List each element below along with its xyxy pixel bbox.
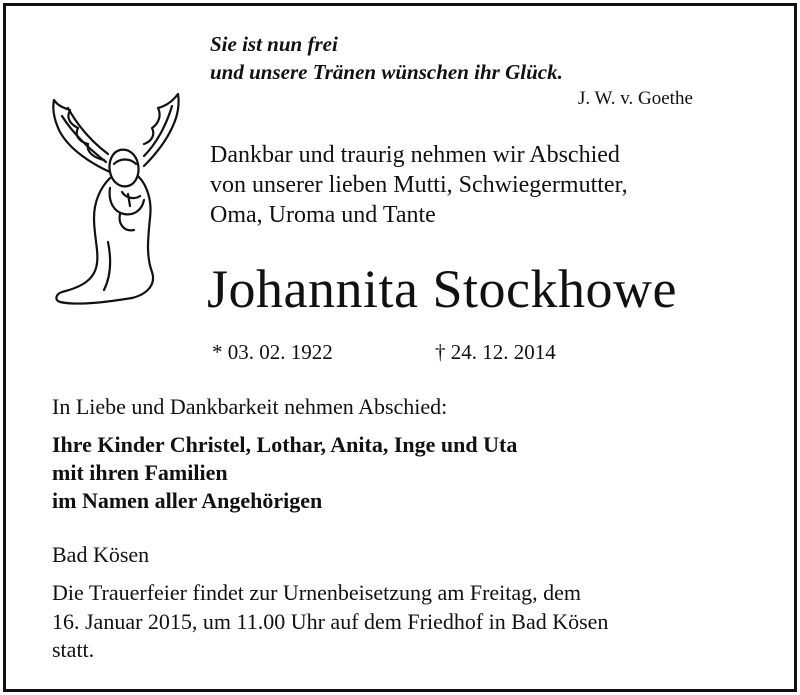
intro-line-3: Oma, Uroma und Tante — [210, 202, 436, 228]
death-date: † 24. 12. 2014 — [435, 340, 556, 364]
intro-line-2: von unserer lieben Mutti, Schwiegermutter, — [210, 172, 628, 198]
mourners-line-3: im Namen aller Angehörigen — [52, 488, 323, 513]
mourners-line-2: mit ihren Familien — [52, 460, 228, 485]
angel-icon — [48, 92, 198, 312]
quote-author: J. W. v. Goethe — [578, 88, 693, 109]
quote-line-2: und unsere Tränen wünschen ihr Glück. — [210, 60, 563, 84]
intro-line-1: Dankbar und traurig nehmen wir Abschied — [210, 142, 620, 168]
funeral-line-1: Die Trauerfeier findet zur Urnenbeisetzung am Freitag, dem — [52, 580, 582, 605]
birth-date: * 03. 02. 1922 — [212, 340, 333, 364]
mourners-line-1: Ihre Kinder Christel, Lothar, Anita, Inge und Uta — [52, 432, 518, 457]
place: Bad Kösen — [52, 542, 150, 567]
mourners-intro: In Liebe und Dankbarkeit nehmen Abschied: — [52, 394, 448, 419]
deceased-name: Johannita Stockhowe — [207, 259, 677, 319]
funeral-line-2: 16. Januar 2015, um 11.00 Uhr auf dem Friedhof in Bad Kösen — [52, 609, 609, 634]
funeral-line-3: statt. — [52, 637, 95, 662]
quote-line-1: Sie ist nun frei — [210, 32, 338, 56]
